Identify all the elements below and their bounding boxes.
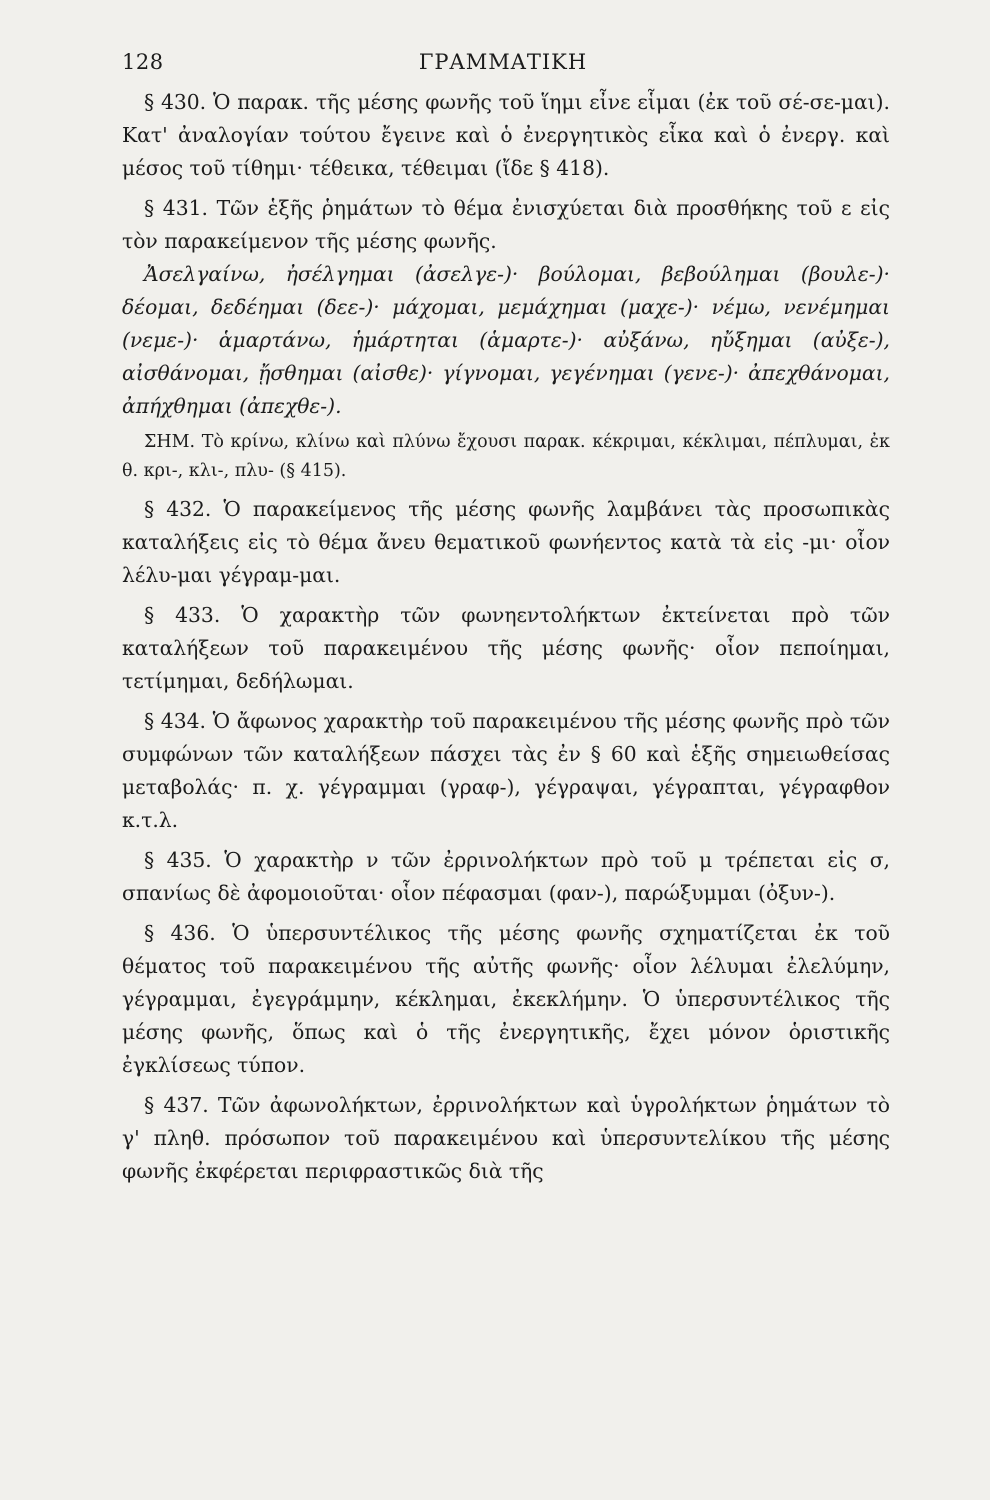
section-433: § 433. Ὁ χαρακτὴρ τῶν φωνηεντολήκτων ἐκτείνεται πρὸ τῶν καταλήξεων τοῦ παρακειμένου τῆς μέσης φωνῆς· οἷον πεποίημαι, τετίμημαι, δεδήλωμαι. bbox=[122, 603, 890, 693]
section-436: § 436. Ὁ ὑπερσυντέλικος τῆς μέσης φωνῆς σχηματίζεται ἐκ τοῦ θέματος τοῦ παρακειμένου τῆς αὐτῆς φωνῆς· οἷον λέλυμαι ἐλελύμην, γέγραμμαι, ἐγεγράμμην, κέκλημαι, ἐκεκλήμην. Ὁ ὑπερσυντέλικος τῆς μέσης φωνῆς, ὅπως καὶ ὁ τῆς ἐνεργητικῆς, ἔχει μόνον ὁριστικῆς ἐγκλίσεως τύπον. bbox=[122, 921, 890, 1077]
running-title: ΓΡΑΜΜΑΤΙΚΗ bbox=[418, 50, 588, 74]
section-434: § 434. Ὁ ἄφωνος χαρακτὴρ τοῦ παρακειμένου τῆς μέσης φωνῆς πρὸ τῶν συμφώνων τῶν καταλήξεων πάσχει τὰς ἐν § 60 καὶ ἑξῆς σημειωθείσας μεταβολάς· π. χ. γέγραμμαι (γραφ-), γέγραψαι, γέγραπται, γέγραφθον κ.τ.λ. bbox=[122, 709, 890, 832]
page-number: 128 bbox=[122, 50, 164, 74]
page-body bbox=[122, 86, 890, 1188]
section-437: § 437. Τῶν ἀφωνολήκτων, ἐρρινολήκτων καὶ ὑγρολήκτων ῥημάτων τὸ γ' πληθ. πρόσωπον τοῦ παρακειμένου καὶ ὑπερσυντελίκου τῆς μέσης φωνῆς ἐκφέρεται περιφραστικῶς διὰ τῆς bbox=[122, 1093, 890, 1183]
section-432: § 432. Ὁ παρακείμενος τῆς μέσης φωνῆς λαμβάνει τὰς προσωπικὰς καταλήξεις εἰς τὸ θέμα ἄνευ θεματικοῦ φωνήεντος κατὰ τὰ εἰς -μι· οἷον λέλυ-μαι γέγραμ-μαι. bbox=[122, 497, 890, 587]
page-header bbox=[122, 50, 884, 80]
section-430: § 430. Ὁ παρακ. τῆς μέσης φωνῆς τοῦ ἵημι εἶνε εἷμαι (ἐκ τοῦ σέ-σε-μαι). Κατ' ἀναλογίαν τούτου ἔγεινε καὶ ὁ ἐνεργητικὸς εἷκα καὶ ὁ ἐνεργ. καὶ μέσος τοῦ τίθημι· τέθεικα, τέθειμαι (ἴδε § 418). bbox=[122, 90, 890, 180]
section-435: § 435. Ὁ χαρακτὴρ ν τῶν ἐρρινολήκτων πρὸ τοῦ μ τρέπεται εἰς σ, σπανίως δὲ ἀφομοιοῦται· οἷον πέφασμαι (φαν-), παρώξυμμαι (ὀξυν-). bbox=[122, 848, 890, 905]
section-431: § 431. Τῶν ἑξῆς ῥημάτων τὸ θέμα ἐνισχύεται διὰ προσθήκης τοῦ ε εἰς τὸν παρακείμενον τῆς μέσης φωνῆς. bbox=[122, 196, 890, 253]
note-431: ΣΗΜ. Τὸ κρίνω, κλίνω καὶ πλύνω ἔχουσι παρακ. κέκριμαι, κέκλιμαι, πέπλυμαι, ἐκ θ. κρι-, κλι-, πλυ- (§ 415). bbox=[122, 432, 890, 481]
example-verbs-431: Ἀσελγαίνω, ἠσέλγημαι (ἀσελγε-)· βούλομαι, βεβούλημαι (βουλε-)· δέομαι, δεδέημαι (δεε-)· μάχομαι, μεμάχημαι (μαχε-)· νέμω, νενέμημαι (νεμε-)· ἁμαρτάνω, ἡμάρτηται (ἁμαρτε-)· αὐξάνω, ηὔξημαι (αὐξε-), αἰσθάνομαι, ᾔσθημαι (αἰσθε)· γίγνομαι, γεγένημαι (γενε-)· ἀπεχθάνομαι, ἀπήχθημαι (ἀπεχθε-). bbox=[122, 262, 890, 418]
